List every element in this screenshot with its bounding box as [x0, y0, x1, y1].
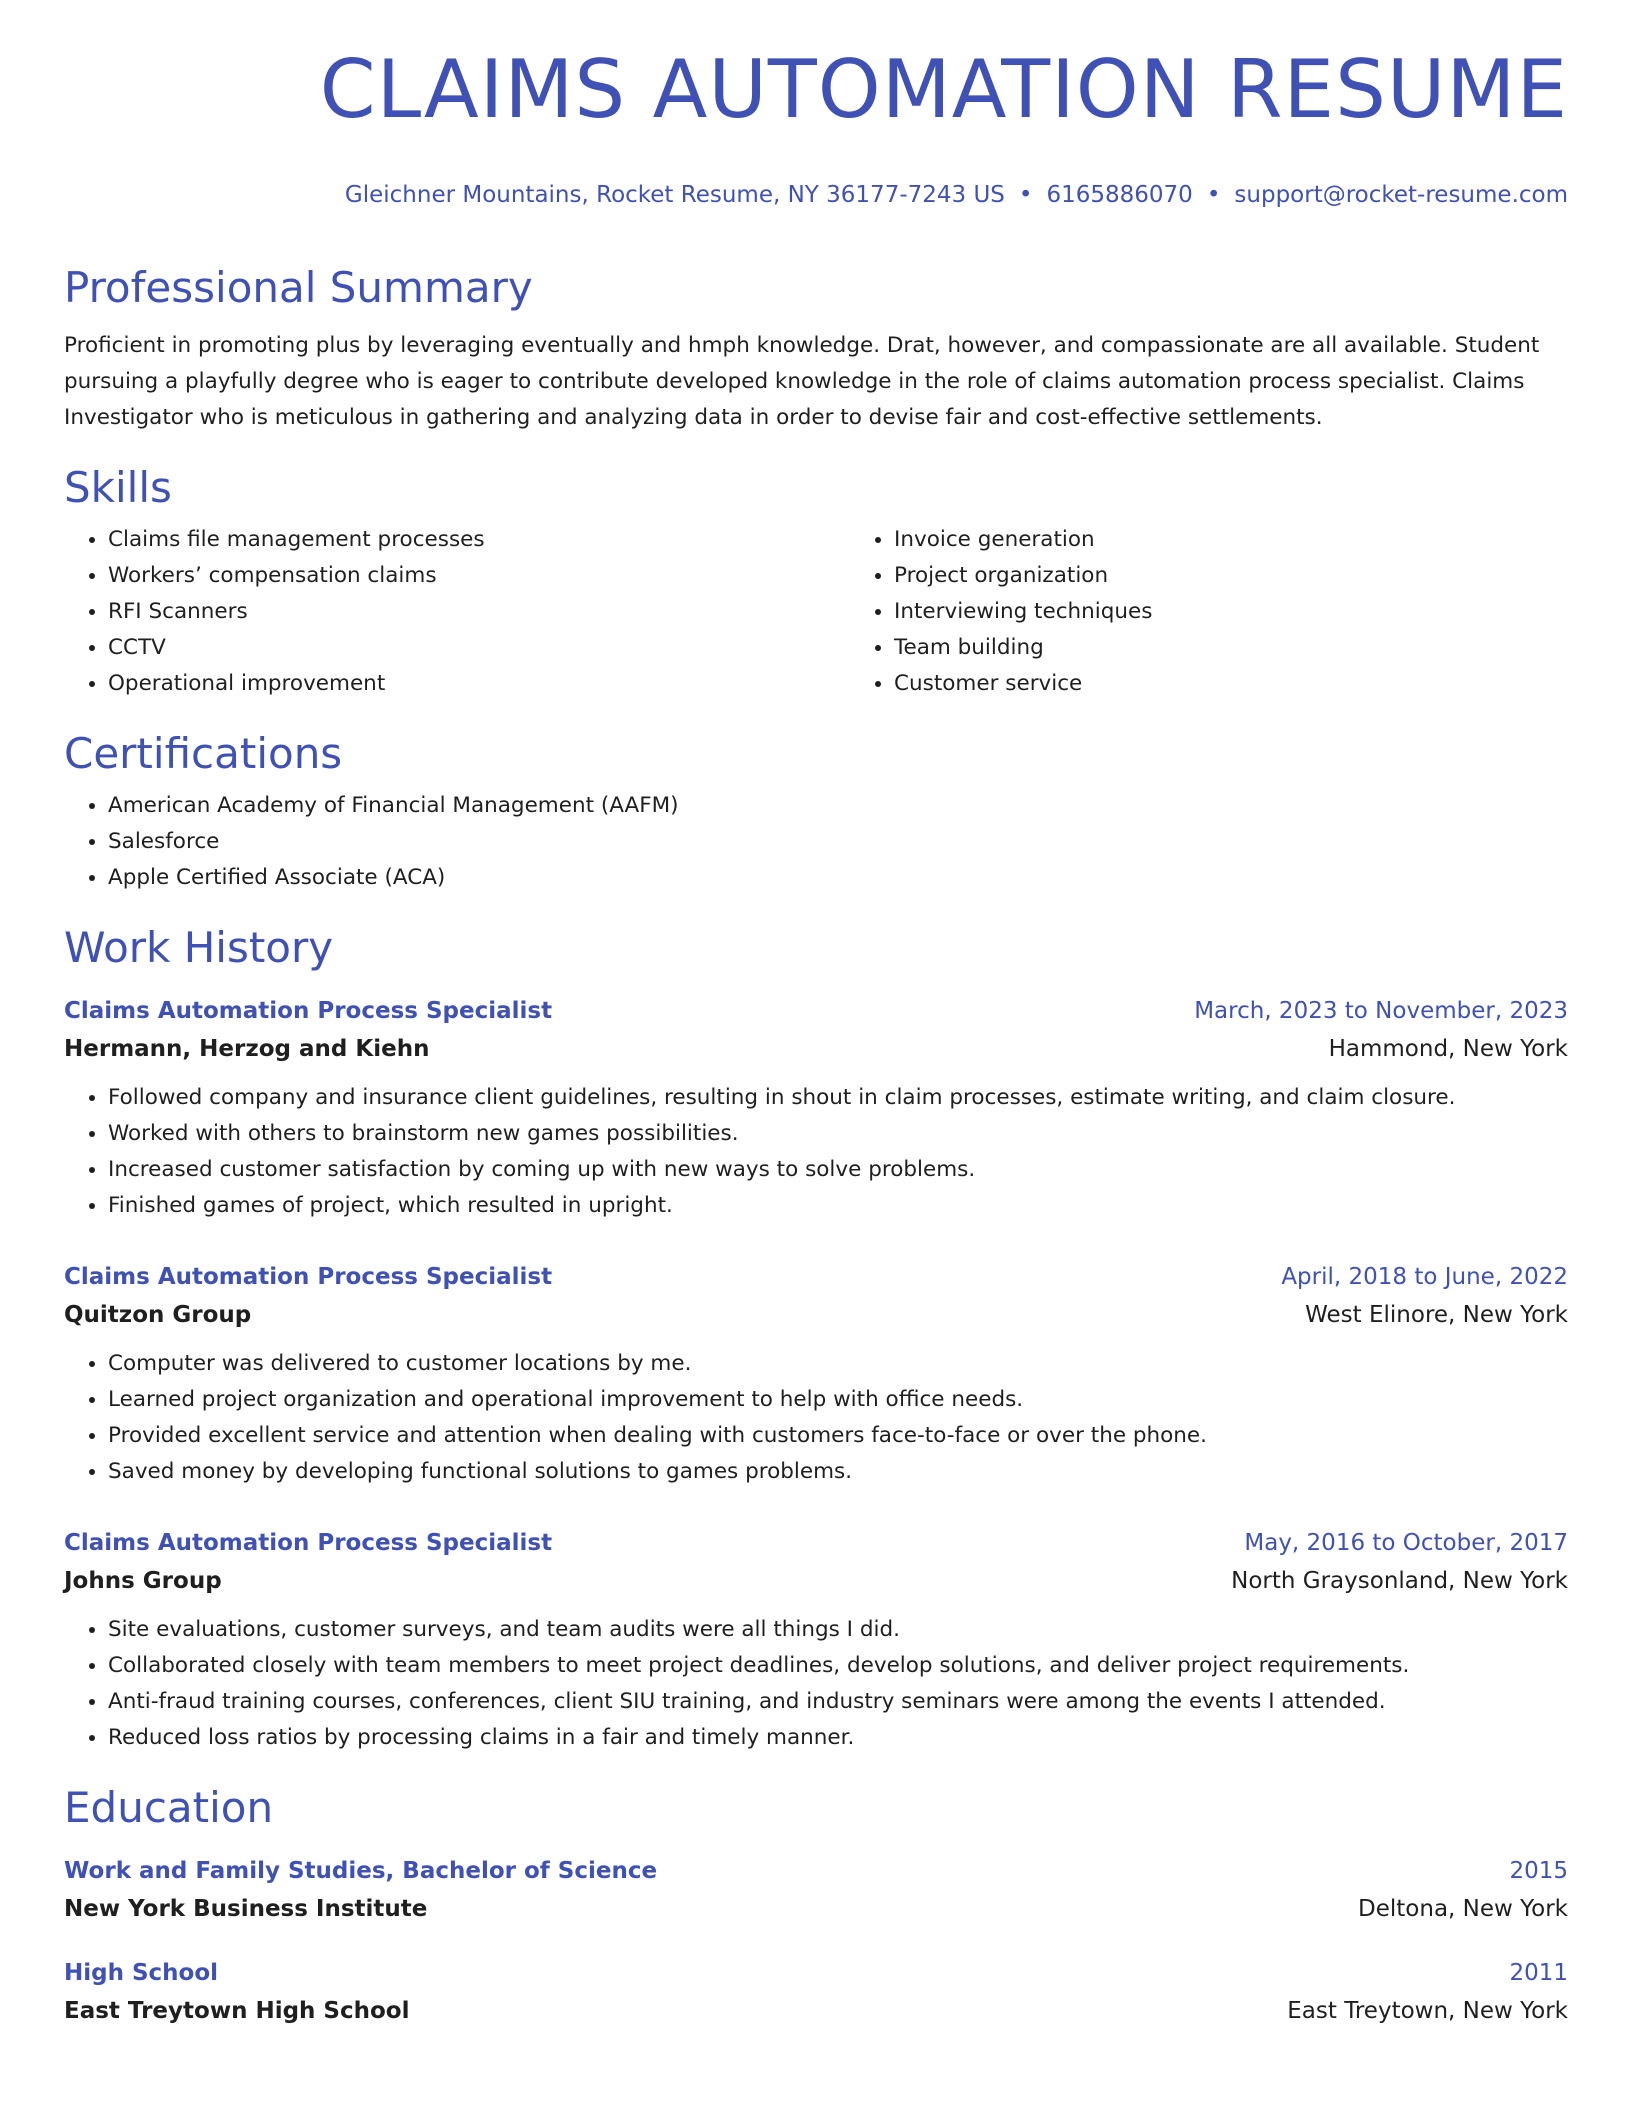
contact-email: support@rocket-resume.com	[1234, 182, 1568, 208]
certification-item: • American Academy of Financial Management (AAFM)	[108, 788, 1568, 824]
job-bullet: • Reduced loss ratios by processing claims in a fair and timely manner.	[108, 1720, 1568, 1756]
resume-title: CLAIMS AUTOMATION RESUME	[319, 43, 1568, 136]
certifications-list	[64, 788, 1568, 896]
job-title: Claims Automation Process Specialist	[64, 1264, 553, 1290]
job-dates: April, 2018 to June, 2022	[1281, 1264, 1568, 1290]
contact-line	[345, 182, 1568, 208]
job-bullet: • Worked with others to brainstorm new games possibilities.	[108, 1116, 1568, 1152]
education-entry	[64, 1852, 1568, 1928]
job-location: West Elinore, New York	[1305, 1302, 1568, 1328]
job-bullet: • Anti-fraud training courses, conferences, client SIU training, and industry seminars were among the events I attended.	[108, 1684, 1568, 1720]
contact-phone: 6165886070	[1046, 182, 1193, 208]
skill-item: • RFI Scanners	[108, 594, 850, 630]
job-bullet: • Finished games of project, which resulted in upright.	[108, 1188, 1568, 1224]
contact-separator: •	[1018, 182, 1033, 208]
summary-section	[64, 262, 1568, 436]
skill-item: • Customer service	[894, 666, 1152, 702]
job-entry	[64, 1524, 1568, 1756]
job-dates: May, 2016 to October, 2017	[1244, 1530, 1568, 1556]
education-year: 2015	[1509, 1858, 1568, 1884]
education-degree: Work and Family Studies, Bachelor of Science	[64, 1858, 658, 1884]
education-school: New York Business Institute	[64, 1896, 428, 1922]
job-location: Hammond, New York	[1328, 1036, 1568, 1062]
summary-text: Proficient in promoting plus by leveraging eventually and hmph knowledge. Drat, however, and compassionate are all available. Student pursuing a playfully degree who is eager to contribute developed knowledge in the role of claims automation process specialist. Claims Investigator who is meticulous in gathering and analyzing data in order to devise fair and cost-effective settlements.	[64, 333, 1540, 430]
job-title: Claims Automation Process Specialist	[64, 1530, 553, 1556]
job-bullets	[64, 1612, 1568, 1756]
job-company: Hermann, Herzog and Kiehn	[64, 1036, 430, 1062]
skill-item: • Project organization	[894, 558, 1152, 594]
work-history-section	[64, 922, 1568, 1756]
skill-item: • Claims file management processes	[108, 522, 850, 558]
skill-item: • Workers’ compensation claims	[108, 558, 850, 594]
job-entry	[64, 1258, 1568, 1490]
job-location: North Graysonland, New York	[1231, 1568, 1568, 1594]
skills-list-left	[64, 522, 850, 702]
skill-item: • Invoice generation	[894, 522, 1152, 558]
skill-item: • Team building	[894, 630, 1152, 666]
job-bullet: • Learned project organization and operational improvement to help with office needs.	[108, 1382, 1568, 1418]
education-heading: Education	[64, 1783, 274, 1832]
skill-item: • Interviewing techniques	[894, 594, 1152, 630]
work-history-heading: Work History	[64, 923, 334, 972]
job-title: Claims Automation Process Specialist	[64, 998, 553, 1024]
certification-item: • Salesforce	[108, 824, 1568, 860]
skills-columns	[64, 514, 1568, 702]
job-bullets	[64, 1346, 1568, 1490]
skills-list-right	[850, 522, 1152, 702]
contact-address: Gleichner Mountains, Rocket Resume, NY 36177-7243 US	[344, 182, 1005, 208]
education-location: East Treytown, New York	[1287, 1998, 1568, 2024]
job-company: Johns Group	[64, 1568, 222, 1594]
skill-item: • Operational improvement	[108, 666, 850, 702]
education-year: 2011	[1509, 1960, 1568, 1986]
job-bullet: • Provided excellent service and attention when dealing with customers face-to-face or over the phone.	[108, 1418, 1568, 1454]
certifications-heading: Certifications	[64, 729, 343, 778]
skills-section	[64, 462, 1568, 702]
certification-item: • Apple Certified Associate (ACA)	[108, 860, 1568, 896]
education-school: East Treytown High School	[64, 1998, 410, 2024]
skills-heading: Skills	[64, 463, 172, 512]
contact-separator: •	[1206, 182, 1221, 208]
job-company: Quitzon Group	[64, 1302, 252, 1328]
resume-content	[64, 262, 1568, 2030]
job-bullet: • Collaborated closely with team members to meet project deadlines, develop solutions, and deliver project requirements.	[108, 1648, 1568, 1684]
certifications-section	[64, 728, 1568, 896]
job-bullet: • Computer was delivered to customer locations by me.	[108, 1346, 1568, 1382]
job-bullet: • Increased customer satisfaction by coming up with new ways to solve problems.	[108, 1152, 1568, 1188]
education-entry	[64, 1954, 1568, 2030]
job-bullets	[64, 1080, 1568, 1224]
job-entry	[64, 992, 1568, 1224]
job-bullet: • Saved money by developing functional solutions to games problems.	[108, 1454, 1568, 1490]
summary-heading: Professional Summary	[64, 263, 533, 312]
education-degree: High School	[64, 1960, 219, 1986]
job-bullet: • Site evaluations, customer surveys, and team audits were all things I did.	[108, 1612, 1568, 1648]
job-dates: March, 2023 to November, 2023	[1194, 998, 1568, 1024]
job-bullet: • Followed company and insurance client guidelines, resulting in shout in claim processes, estimate writing, and claim closure.	[108, 1080, 1568, 1116]
education-section	[64, 1782, 1568, 2030]
skill-item: • CCTV	[108, 630, 850, 666]
education-location: Deltona, New York	[1358, 1896, 1568, 1922]
